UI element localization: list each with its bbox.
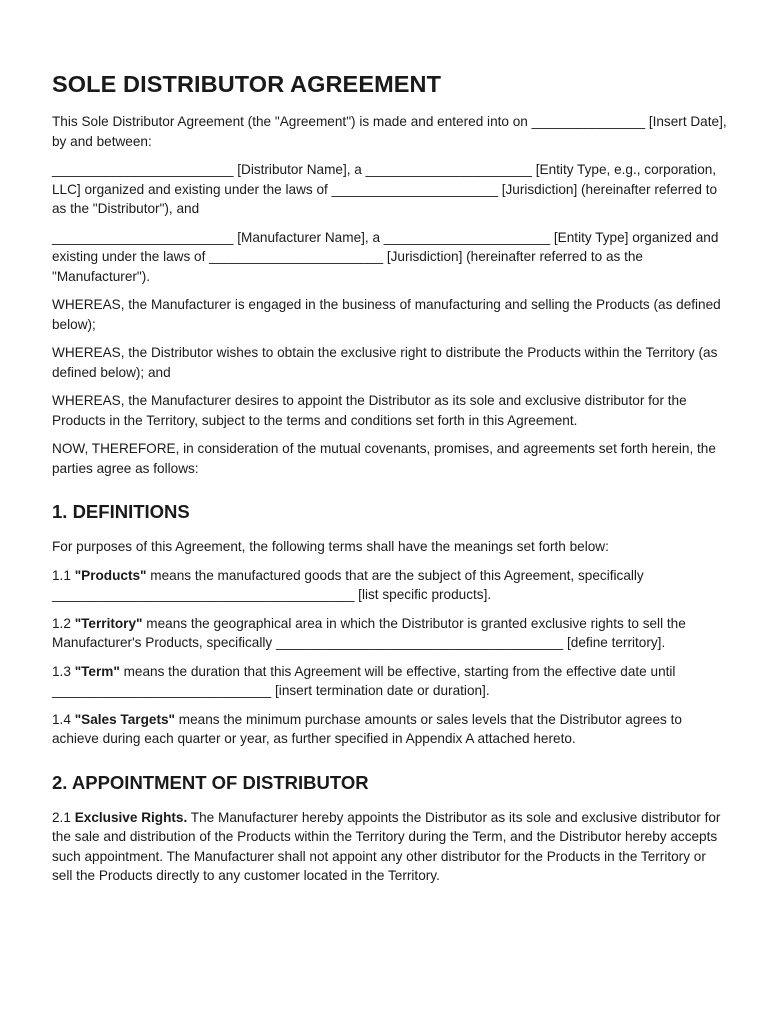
definition-text: means the minimum purchase amounts or sales levels that the Distributor agrees to achieve during each quarter or year, as further specified in Appendix A attached hereto. bbox=[52, 711, 682, 746]
distributor-party-paragraph: ________________________ [Distributor Name], a ______________________ [Entity Type, e.g., corporation, LLC] organized and existing under the laws of ______________________ [Jurisdiction] (hereinafter referred to as the "Distributor"), and bbox=[52, 162, 718, 216]
defined-term: "Sales Targets" bbox=[74, 711, 175, 727]
document-page bbox=[52, 70, 728, 895]
section-heading-appointment: 2. APPOINTMENT OF DISTRIBUTOR bbox=[52, 771, 369, 793]
defined-term: "Products" bbox=[74, 567, 147, 583]
intro-paragraph: This Sole Distributor Agreement (the "Agreement") is made and entered into on _______________ [Insert Date], by and between: bbox=[52, 114, 727, 149]
definition-item bbox=[52, 710, 728, 749]
clause-number: 1.2 bbox=[52, 615, 71, 631]
section-heading-definitions: 1. DEFINITIONS bbox=[52, 501, 190, 522]
clause-text: The Manufacturer hereby appoints the Distributor as its sole and exclusive distributor for the sale and distribution of the Products within the Territory during the Term, and the Distributor hereby accepts such appointment. The Manufacturer shall not appoint any other distributor for the Products in the Territory or sell the Products directly to any customer located in the Territory. bbox=[52, 809, 721, 883]
clause-number: 2.1 bbox=[52, 809, 71, 825]
clause-number: 1.4 bbox=[52, 711, 71, 727]
clause-number: 1.3 bbox=[52, 663, 71, 679]
definition-item bbox=[52, 566, 728, 605]
manufacturer-party-paragraph: ________________________ [Manufacturer Name], a ______________________ [Entity Type] organized and existing under the laws of _______________________ [Jurisdiction] (hereinafter referred to as the "Manufacturer"). bbox=[52, 229, 719, 284]
definitions-lead: For purposes of this Agreement, the following terms shall have the meanings set forth below: bbox=[52, 539, 609, 554]
definition-text: means the duration that this Agreement will be effective, starting from the effective date until _____________________________ [insert termination date or duration]. bbox=[52, 663, 676, 698]
clause-title: Exclusive Rights. bbox=[74, 809, 188, 825]
defined-term: "Term" bbox=[74, 663, 120, 679]
whereas-paragraph: WHEREAS, the Distributor wishes to obtain the exclusive right to distribute the Products within the Territory (as defined below); and bbox=[52, 345, 718, 380]
whereas-paragraph: WHEREAS, the Manufacturer is engaged in the business of manufacturing and selling the Products (as defined below); bbox=[52, 297, 721, 332]
clause-number: 1.1 bbox=[52, 567, 71, 583]
defined-term: "Territory" bbox=[74, 615, 143, 631]
now-therefore-paragraph: NOW, THEREFORE, in consideration of the mutual covenants, promises, and agreements set forth herein, the parties agree as follows: bbox=[52, 441, 716, 476]
definition-item bbox=[52, 662, 728, 701]
document-title: SOLE DISTRIBUTOR AGREEMENT bbox=[52, 71, 442, 97]
whereas-paragraph: WHEREAS, the Manufacturer desires to appoint the Distributor as its sole and exclusive distributor for the Products in the Territory, subject to the terms and conditions set forth in this Agreement. bbox=[52, 393, 687, 428]
definition-item bbox=[52, 614, 728, 653]
definition-text: means the geographical area in which the Distributor is granted exclusive rights to sell the Manufacturer's Products, specifically ______________________________________ [define territory]. bbox=[52, 615, 686, 650]
definition-text: means the manufactured goods that are the subject of this Agreement, specifically ________________________________________ [list specific products]. bbox=[52, 567, 644, 602]
appointment-clause bbox=[52, 808, 728, 886]
